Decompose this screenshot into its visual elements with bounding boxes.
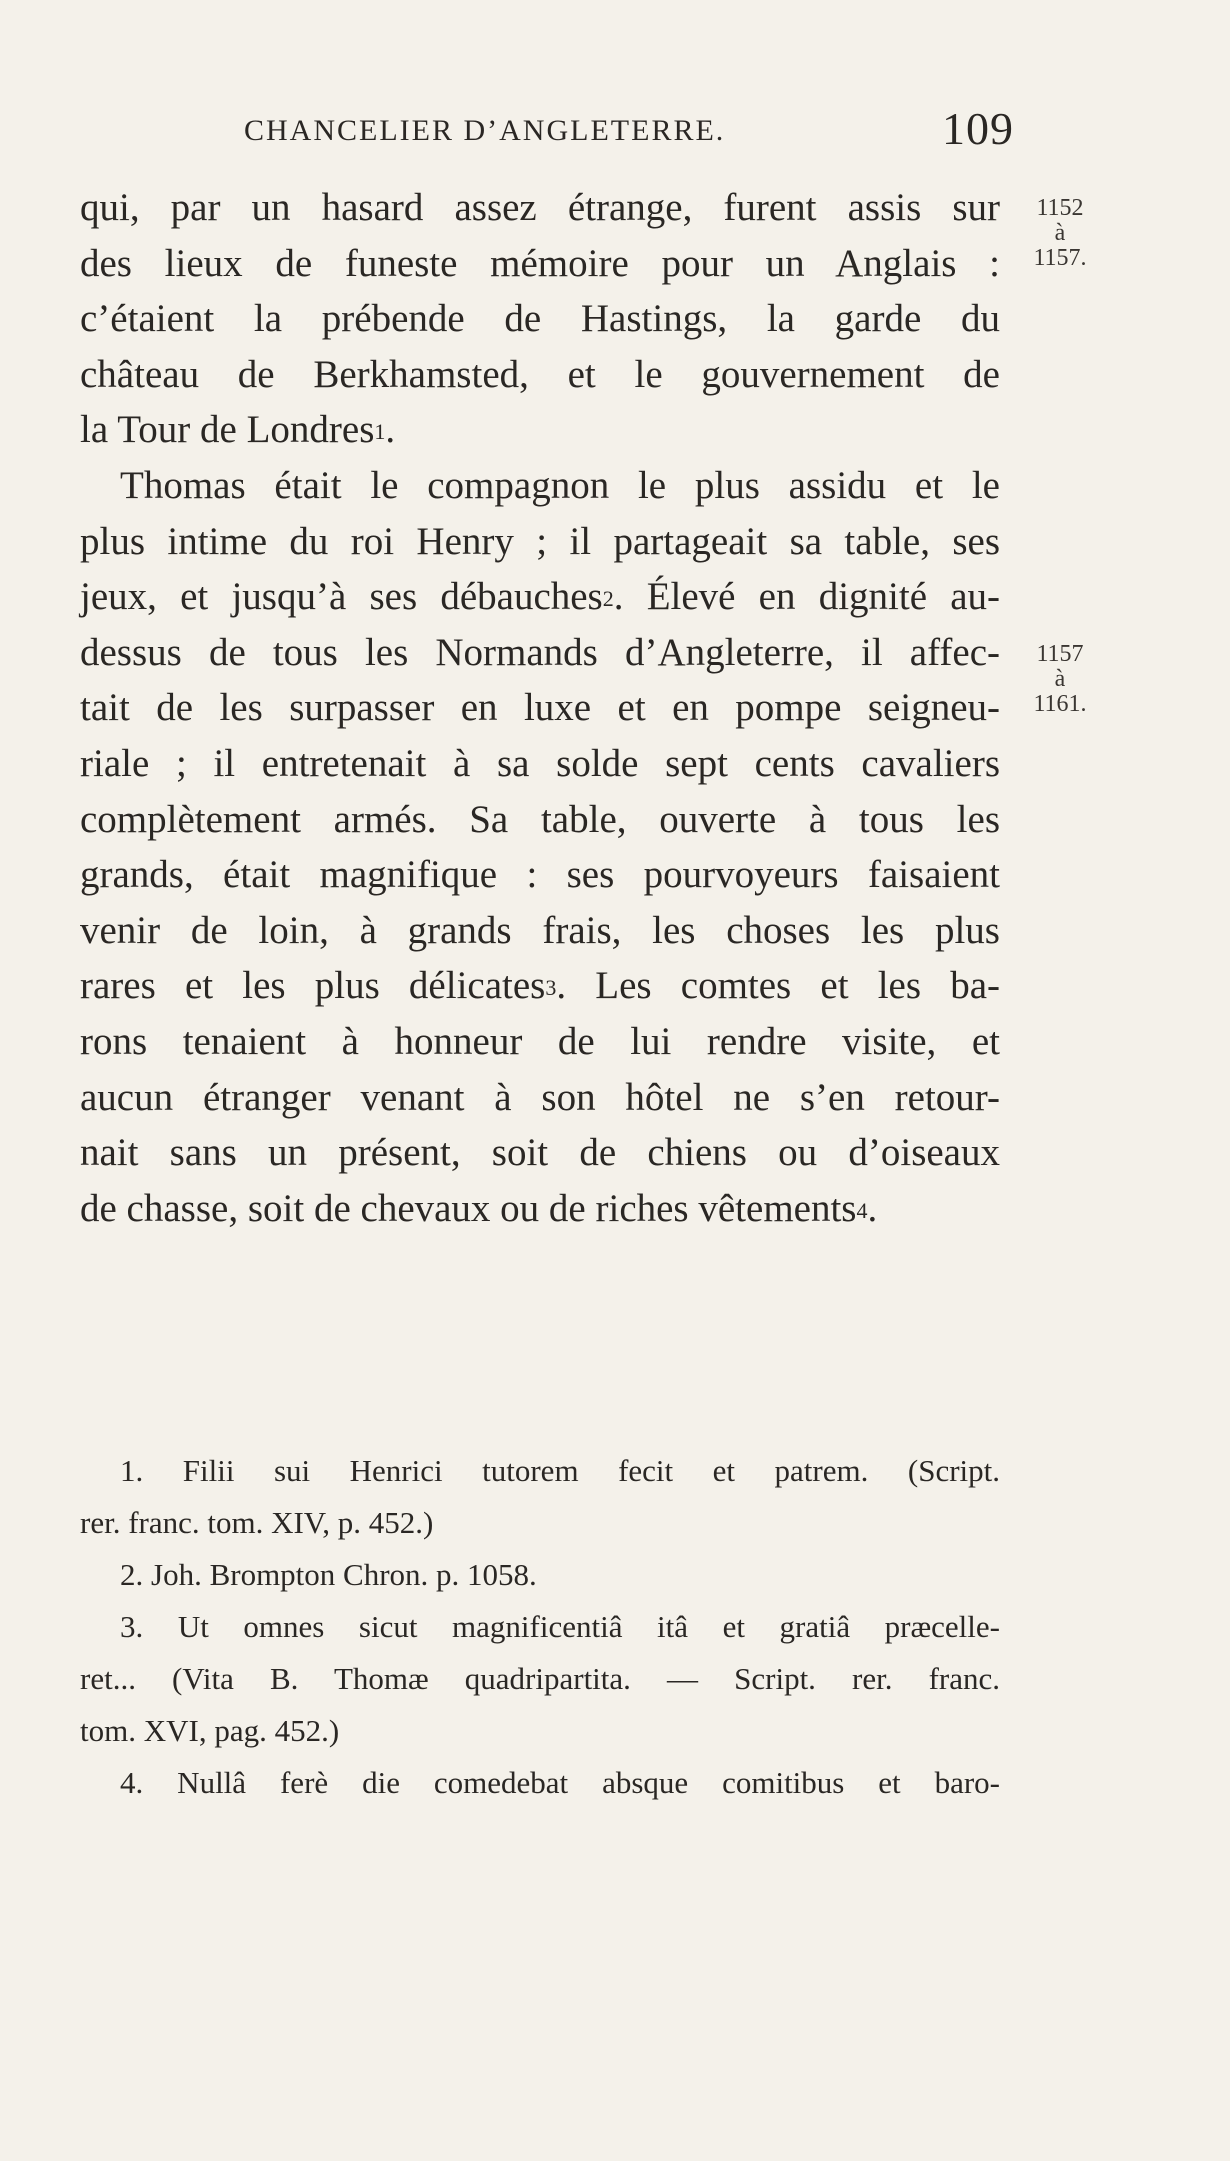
text-line — [80, 958, 1000, 1014]
text-line: tait de les surpasser en luxe et en pompe seigneu- — [80, 686, 1000, 730]
text-line: aucun étranger venant à son hôtel ne s’en retour- — [80, 1075, 1000, 1119]
period: . — [385, 408, 396, 452]
margin-date-end: 1161. — [1033, 691, 1087, 717]
margin-date-sep: à — [1054, 666, 1066, 692]
footnote-line: rer. franc. tom. XIV, p. 452.) — [80, 1505, 434, 1540]
footnote-line: 4. Nullâ ferè die comedebat absque comitibus et baro- — [120, 1765, 1000, 1800]
period: . — [867, 1186, 878, 1230]
text-segment: . Élevé en dignité au- — [613, 575, 1001, 619]
text-line: des lieux de funeste mémoire pour un Anglais : — [80, 241, 1000, 285]
text-line: riale ; il entretenait à sa solde sept cents cavaliers — [80, 741, 1000, 785]
text-line: complètement armés. Sa table, ouverte à tous les — [80, 797, 1000, 841]
footnote-ref: 3 — [545, 975, 557, 1001]
text-line: dessus de tous les Normands d’Angleterre, il affec- — [80, 630, 1000, 674]
footnote-ref: 2 — [602, 586, 614, 612]
text-line: qui, par un hasard assez étrange, furent assis sur — [80, 186, 1000, 229]
text-line: château de Berkhamsted, et le gouvernement de — [80, 352, 1000, 396]
page-number: 109 — [942, 103, 1014, 154]
text-line: venir de loin, à grands frais, les choses les plus — [80, 908, 1000, 952]
text-line: rons tenaient à honneur de lui rendre visite, et — [80, 1019, 1000, 1063]
text-line: nait sans un présent, soit de chiens ou d’oiseaux — [80, 1131, 1000, 1175]
footnote-line: tom. XVI, pag. 452.) — [80, 1713, 340, 1748]
text-line: Thomas était le compagnon le plus assidu et le — [120, 463, 1000, 507]
text-segment: la Tour de Londres — [80, 408, 375, 452]
text-line: grands, était magnifique : ses pourvoyeurs faisaient — [80, 853, 1000, 897]
margin-date-end: 1157. — [1033, 245, 1087, 271]
text-segment: . Les comtes et les ba- — [556, 964, 1000, 1008]
footnote-line: 1. Filii sui Henrici tutorem fecit et patrem. (Script. — [120, 1453, 1000, 1488]
footnote-line: ret... (Vita B. Thomæ quadripartita. — Script. rer. franc. — [80, 1661, 1000, 1696]
text-segment: jeux, et jusqu’à ses débauches — [80, 575, 603, 619]
footnote-ref: 4 — [856, 1197, 868, 1223]
margin-date-sep: à — [1054, 220, 1066, 246]
footnote-ref: 1 — [374, 419, 386, 445]
text-line — [80, 402, 1000, 458]
text-line: plus intime du roi Henry ; il partageait sa table, ses — [80, 519, 1000, 563]
footnote-line: 3. Ut omnes sicut magnificentiâ itâ et gratiâ præcelle- — [120, 1609, 1000, 1644]
text-line — [80, 1181, 1000, 1237]
text-line: c’étaient la prébende de Hastings, la garde du — [80, 297, 1000, 341]
running-title: CHANCELIER D’ANGLETERRE. — [244, 114, 726, 147]
margin-date-start: 1157 — [1036, 641, 1084, 667]
margin-date-range-1 — [1020, 196, 1100, 271]
text-segment: rares et les plus délicates — [80, 964, 546, 1008]
text-line — [80, 569, 1000, 625]
text-segment: de chasse, soit de chevaux ou de riches vêtements — [80, 1186, 857, 1230]
footnotes — [80, 1445, 1000, 1809]
margin-date-range-2 — [1020, 642, 1100, 717]
margin-date-start: 1152 — [1036, 195, 1084, 221]
main-text — [80, 180, 1000, 1236]
footnote-line: 2. Joh. Brompton Chron. p. 1058. — [120, 1557, 537, 1592]
